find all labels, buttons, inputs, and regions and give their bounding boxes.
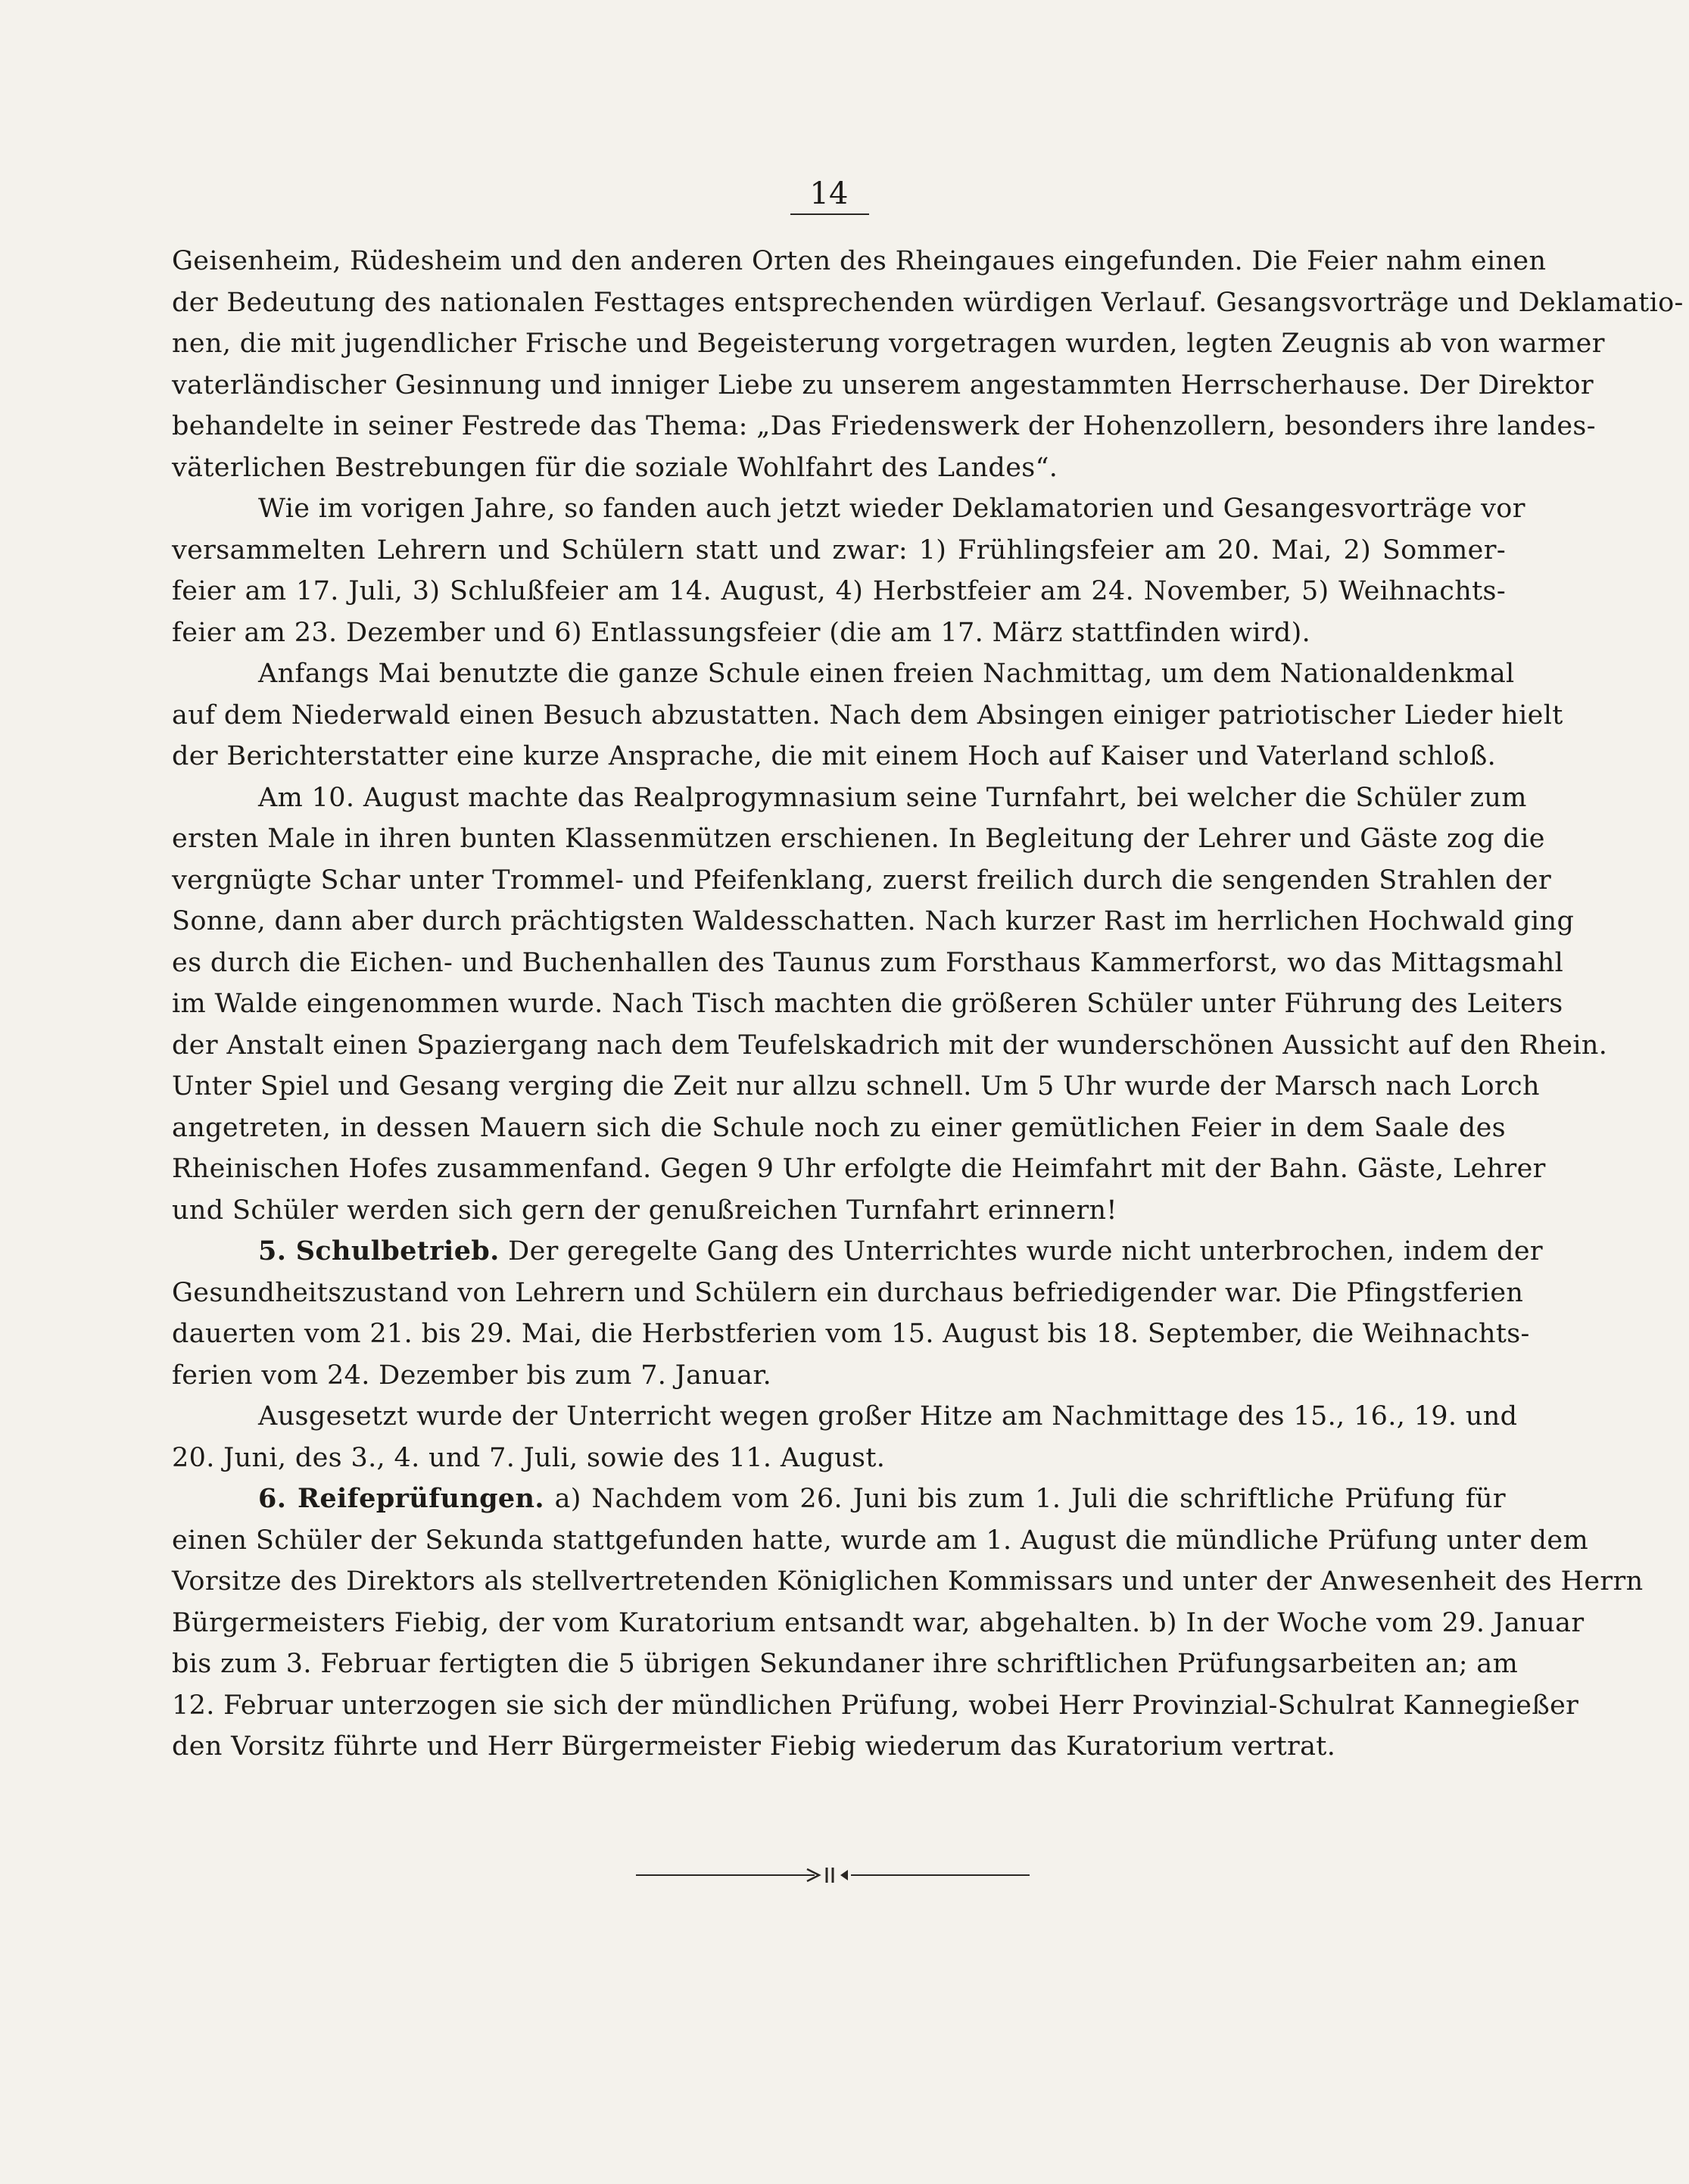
page-number: 14 xyxy=(809,176,849,211)
text-line: väterlichen Bestrebungen für die soziale Wohlfahrt des Landes“. xyxy=(172,452,1058,483)
text-line: im Walde eingenommen wurde. Nach Tisch machten die größeren Schüler unter Führung des Leiters xyxy=(172,989,1563,1019)
text-line: der Anstalt einen Spaziergang nach dem Teufelskadrich mit der wunderschönen Aussicht auf den Rhein. xyxy=(172,1030,1608,1061)
text-line: Sonne, dann aber durch prächtigsten Waldesschatten. Nach kurzer Rast im herrlichen Hochwald ging xyxy=(172,906,1575,936)
paragraph xyxy=(172,1396,1518,1478)
text-line: Wie im vorigen Jahre, so fanden auch jetzt wieder Deklamatorien und Gesangesvorträge vor xyxy=(258,494,1525,524)
text-line: Anfangs Mai benutzte die ganze Schule einen freien Nachmittag, um dem Nationaldenkmal xyxy=(258,659,1515,689)
text-line: nen, die mit jugendlicher Frische und Begeisterung vorgetragen wurden, legten Zeugnis ab von warmer xyxy=(172,329,1605,359)
text-line: Geisenheim, Rüdesheim und den anderen Orten des Rheingaues eingefunden. Die Feier nahm einen xyxy=(172,246,1547,276)
text-line: auf dem Niederwald einen Besuch abzustatten. Nach dem Absingen einiger patriotischer Lieder hielt xyxy=(172,699,1563,731)
text-line: bis zum 3. Februar fertigten die 5 übrigen Sekundaner ihre schriftlichen Prüfungsarbeiten an; am xyxy=(172,1649,1519,1679)
section-heading: 5. Schulbetrieb. xyxy=(258,1235,500,1266)
body-text xyxy=(172,241,1684,1768)
page-number-rule xyxy=(790,213,869,215)
text-line: Am 10. August machte das Realprogymnasium seine Turnfahrt, bei welcher die Schüler zum xyxy=(258,782,1527,813)
text-line: 20. Juni, des 3., 4. und 7. Juli, sowie des 11. August. xyxy=(172,1442,886,1473)
text-line: Ausgesetzt wurde der Unterricht wegen großer Hitze am Nachmittage des 15., 16., 19. und xyxy=(258,1401,1518,1432)
text-line: der Bedeutung des nationalen Festtages entsprechenden würdigen Verlauf. Gesangsvorträge und Deklamatio- xyxy=(172,287,1684,318)
paragraph xyxy=(172,653,1563,777)
line-text: a) Nachdem vom 26. Juni bis zum 1. Juli die schriftliche Prüfung für xyxy=(554,1484,1506,1514)
text-line: es durch die Eichen- und Buchenhallen des Taunus zum Forsthaus Kammerforst, wo das Mittagsmahl xyxy=(172,947,1564,978)
text-line: den Vorsitz führte und Herr Bürgermeister Fiebig wiederum das Kuratorium vertrat. xyxy=(172,1731,1336,1762)
text-line: und Schüler werden sich gern der genußreichen Turnfahrt erinnern! xyxy=(172,1195,1117,1226)
text-line: der Berichterstatter eine kurze Ansprache, die mit einem Hoch auf Kaiser und Vaterland schloß. xyxy=(172,741,1497,771)
text-line: Rheinischen Hofes zusammenfand. Gegen 9 Uhr erfolgte die Heimfahrt mit der Bahn. Gäste, Lehrer xyxy=(172,1154,1546,1184)
text-line: einen Schüler der Sekunda stattgefunden hatte, wurde am 1. August die mündliche Prüfung unter dem xyxy=(172,1525,1589,1556)
text-line: vaterländischer Gesinnung und inniger Liebe zu unserem angestammten Herrscherhause. Der Direktor xyxy=(172,369,1594,400)
text-line: versammelten Lehrern und Schülern statt und zwar: 1) Frühlingsfeier am 20. Mai, 2) Sommer- xyxy=(172,534,1506,565)
text-line xyxy=(172,1478,1506,1520)
text-line: feier am 23. Dezember und 6) Entlassungsfeier (die am 17. März stattfinden wird). xyxy=(172,617,1311,648)
text-line: Gesundheitszustand von Lehrern und Schülern ein durchaus befriedigender war. Die Pfingstferien xyxy=(172,1277,1524,1308)
text-line: Unter Spiel und Gesang verging die Zeit nur allzu schnell. Um 5 Uhr wurde der Marsch nach Lorch xyxy=(172,1071,1540,1101)
paragraph xyxy=(172,777,1608,1232)
text-line: ersten Male in ihren bunten Klassenmützen erschienen. In Begleitung der Lehrer und Gäste zog die xyxy=(172,824,1545,854)
text-line: vergnügte Schar unter Trommel- und Pfeifenklang, zuerst freilich durch die sengenden Strahlen der xyxy=(172,865,1552,896)
text-line xyxy=(172,1231,1544,1273)
paragraph xyxy=(172,241,1684,488)
ornament-divider-icon xyxy=(636,1864,1030,1886)
section-schulbetrieb xyxy=(172,1231,1544,1396)
paragraph xyxy=(172,488,1525,653)
text-line: Bürgermeisters Fiebig, der vom Kuratorium entsandt war, abgehalten. b) In der Woche vom 29. Januar xyxy=(172,1607,1585,1638)
section-reifepruefungen xyxy=(172,1478,1644,1768)
text-line: angetreten, in dessen Mauern sich die Schule noch zu einer gemütlichen Feier in dem Saale des xyxy=(172,1112,1506,1143)
text-line: behandelte in seiner Festrede das Thema: „Das Friedenswerk der Hohenzollern, besonders ihre landes- xyxy=(172,411,1596,441)
line-text: Der geregelte Gang des Unterrichtes wurde nicht unterbrochen, indem der xyxy=(508,1236,1544,1266)
section-heading: 6. Reifeprüfungen. xyxy=(258,1483,544,1514)
text-line: ferien vom 24. Dezember bis zum 7. Januar. xyxy=(172,1360,772,1391)
text-line: feier am 17. Juli, 3) Schlußfeier am 14. August, 4) Herbstfeier am 24. November, 5) Weihnachts- xyxy=(172,576,1506,606)
text-line: 12. Februar unterzogen sie sich der mündlichen Prüfung, wobei Herr Provinzial-Schulrat Kannegießer xyxy=(172,1690,1579,1721)
text-line: dauerten vom 21. bis 29. Mai, die Herbstferien vom 15. August bis 18. September, die Weihnachts- xyxy=(172,1319,1530,1349)
text-line: Vorsitze des Direktors als stellvertretenden Königlichen Kommissars und unter der Anwesenheit des Herrn xyxy=(172,1566,1644,1597)
